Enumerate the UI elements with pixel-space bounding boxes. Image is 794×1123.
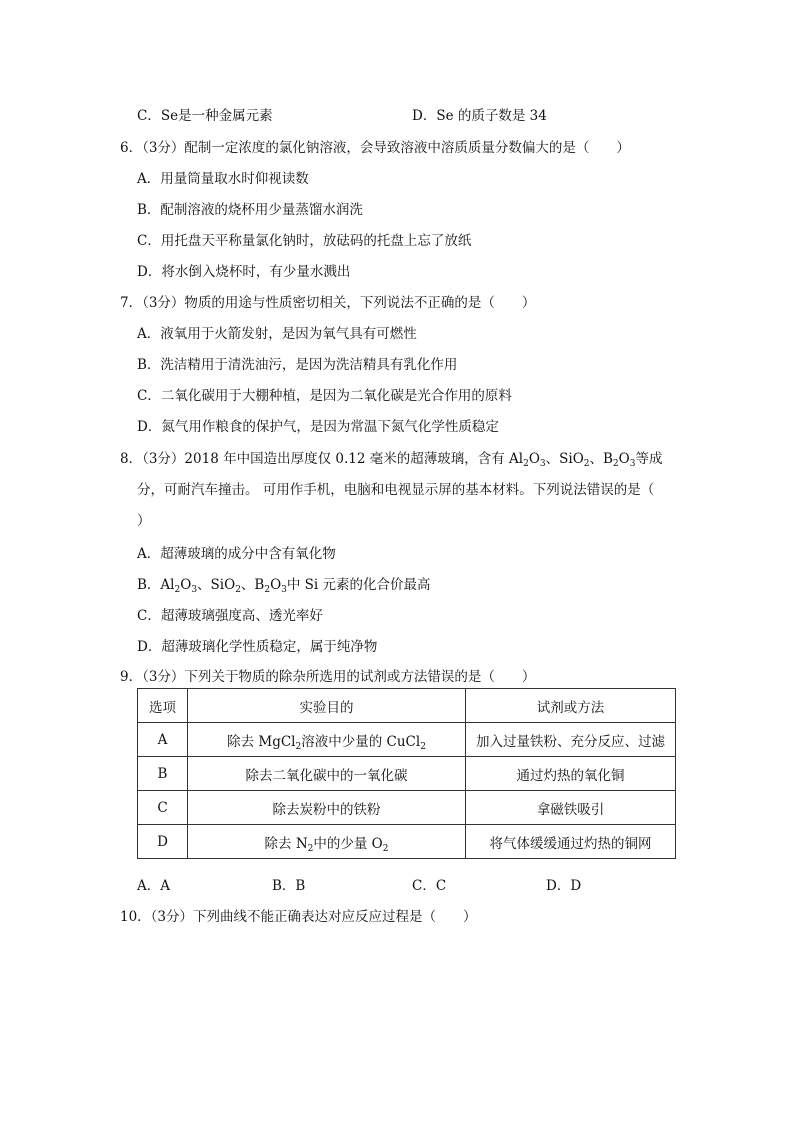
- q5-option-c: C．Se是一种金属元素: [137, 108, 273, 124]
- header-method: 试剂或方法: [466, 689, 676, 723]
- q8-option-b: B．$Al_2O_3$、SiO$_2$、$B_2O_3$中 Si 元素的化合价最高: [137, 577, 431, 595]
- q9-answer-d: D．D: [546, 878, 582, 894]
- q8-option-d: D．超薄玻璃化学性质稳定，属于纯净物: [137, 639, 378, 655]
- q8-stem-line-2: 分，可耐汽车撞击。 可用作手机，电脑和电视显示屏的基本材料。下列说法错误的是（: [137, 482, 655, 498]
- q7-option-b: B．洗洁精用于清洗油污，是因为洗洁精具有乳化作用: [137, 357, 458, 373]
- q8-option-a: A．超薄玻璃的成分中含有氧化物: [137, 546, 336, 562]
- q5-option-d: D．Se 的质子数是 34: [412, 108, 547, 124]
- q8-stem-line-3: ）: [137, 513, 151, 529]
- row-option: A: [138, 723, 188, 757]
- row-purpose: 除去 $N_2$中的少量 $O_2$: [188, 825, 466, 859]
- row-purpose: 除去炭粉中的铁粉: [188, 791, 466, 825]
- header-option: 选项: [138, 689, 188, 723]
- table-header-row: [138, 689, 676, 723]
- q7-option-c: C．二氧化碳用于大棚种植，是因为二氧化碳是光合作用的原料: [137, 388, 512, 404]
- table-row: [138, 791, 676, 825]
- q6-stem: 6．（3分）配制一定浓度的氯化钠溶液，会导致溶液中溶质质量分数偏大的是（ ）: [120, 140, 630, 156]
- q10-stem: 10．（3分）下列曲线不能正确表达对应反应过程是（ ）: [120, 909, 477, 925]
- row-method: 将气体缓缓通过灼热的铜网: [466, 825, 676, 859]
- q6-option-a: A．用量筒量取水时仰视读数: [137, 171, 309, 187]
- q9-table: [137, 688, 676, 859]
- table-row: [138, 825, 676, 859]
- row-method: 加入过量铁粉、充分反应、过滤: [466, 723, 676, 757]
- table-row: [138, 757, 676, 791]
- q9-answer-a: A．A: [137, 878, 170, 894]
- row-method: 通过灼热的氧化铜: [466, 757, 676, 791]
- q9-answer-c: C．C: [412, 878, 447, 894]
- row-option: D: [138, 825, 188, 859]
- q9-answer-b: B．B: [272, 878, 306, 894]
- row-purpose: 除去二氧化碳中的一氧化碳: [188, 757, 466, 791]
- q9-stem: 9．（3分）下列关于物质的除杂所选用的试剂或方法错误的是（ ）: [120, 669, 536, 685]
- q6-option-b: B．配制溶液的烧杯用少量蒸馏水润洗: [137, 202, 363, 218]
- q6-option-d: D．将水倒入烧杯时，有少量水溅出: [137, 264, 351, 280]
- q6-option-c: C．用托盘天平称量氯化钠时，放砝码的托盘上忘了放纸: [137, 233, 472, 249]
- q7-option-a: A．液氧用于火箭发射，是因为氧气具有可燃性: [137, 326, 417, 342]
- row-option: B: [138, 757, 188, 791]
- q7-stem: 7．（3分）物质的用途与性质密切相关，下列说法不正确的是（ ）: [120, 295, 536, 311]
- header-purpose: 实验目的: [188, 689, 466, 723]
- q8-option-c: C．超薄玻璃强度高、透光率好: [137, 608, 323, 624]
- row-purpose: 除去 MgCl$_2$溶液中少量的 CuCl$_2$: [188, 723, 466, 757]
- table-row: [138, 723, 676, 757]
- row-method: 拿磁铁吸引: [466, 791, 676, 825]
- row-option: C: [138, 791, 188, 825]
- q8-stem-line-1: 8．（3分）2018 年中国造出厚度仅 0.12 毫米的超薄玻璃，含有 $Al_2O_3$、SiO$_2$、$B_2O_3$等成: [120, 451, 663, 469]
- q7-option-d: D．氮气用作粮食的保护气，是因为常温下氮气化学性质稳定: [137, 419, 499, 435]
